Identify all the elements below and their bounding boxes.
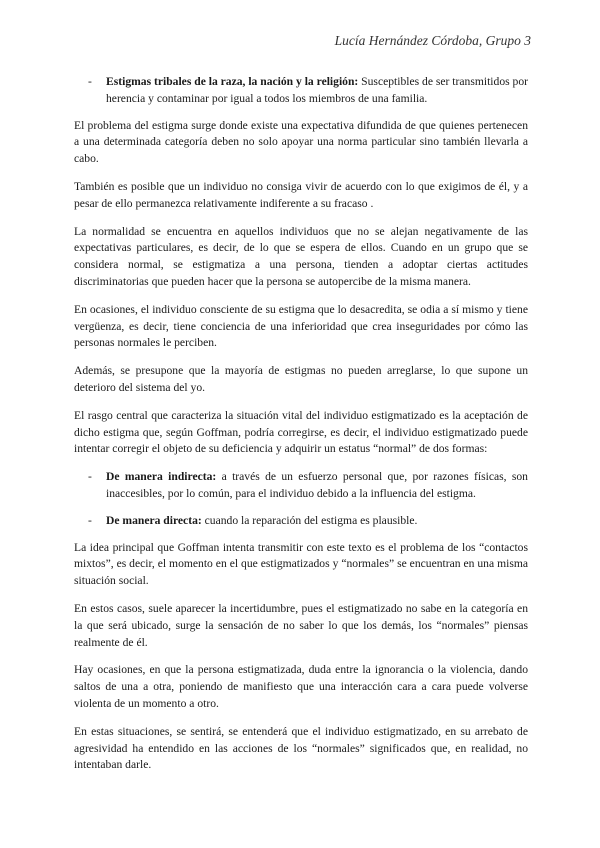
bullet-content (106, 74, 528, 108)
paragraph: En estas situaciones, se sentirá, se entenderá que el individuo estigmatizado, en su arrebato de agresividad ha entendido en las acciones de los “normales” significados que, en realidad, no intentaban darle. (74, 724, 528, 772)
bullet-text: Susceptibles de ser transmitidos por herencia y contaminar por igual a todos los miembros de una familia. (106, 75, 528, 105)
paragraph: En ocasiones, el individuo consciente de su estigma que lo desacredita, se odia a sí mismo y tiene vergüenza, es decir, tiene conciencia de una inferioridad que crea inseguridades por cómo las personas normales le perciben. (74, 302, 528, 350)
bullet-content (106, 513, 528, 530)
paragraph: La idea principal que Goffman intenta transmitir con este texto es el problema de los “contactos mixtos”, es decir, el momento en el que estigmatizados y “normales” se encuentran en una misma situación social. (74, 540, 528, 588)
bullet-dash: - (88, 470, 92, 484)
bullet-dash: - (88, 75, 92, 88)
bullet-term: De manera indirecta: (106, 470, 217, 484)
document-body (74, 74, 528, 785)
bullet-direct (74, 513, 528, 530)
paragraph: El problema del estigma surge donde existe una expectativa difundida de que quienes pertenecen a una determinada categoría deben no solo apoyar una norma particular sino también llevarla a cabo. (74, 118, 528, 166)
bullet-term: Estigmas tribales de la raza, la nación y la religión: (106, 75, 359, 88)
bullet-text: a través de un esfuerzo personal que, por razones físicas, son inaccesibles, por lo común, para el individuo debido a la influencia del estigma. (106, 470, 528, 500)
paragraph: El rasgo central que caracteriza la situación vital del individuo estigmatizado es la aceptación de dicho estigma que, según Goffman, podría corregirse, es decir, el individuo estigmatizado puede intentar corregir el objeto de su deficiencia y adquirir un estatus “normal” de dos formas: (74, 408, 528, 456)
bullet-text: cuando la reparación del estigma es plausible. (201, 513, 418, 527)
page-header: Lucía Hernández Córdoba, Grupo 3 (334, 33, 531, 48)
paragraph: Además, se presupone que la mayoría de estigmas no pueden arreglarse, lo que supone un deterioro del sistema del yo. (74, 364, 528, 394)
bullet-term: De manera directa: (106, 513, 202, 527)
bullet-indirect (74, 469, 528, 503)
bullet-tribal-stigmas (74, 74, 528, 108)
bullet-dash: - (88, 513, 92, 527)
paragraph: También es posible que un individuo no consiga vivir de acuerdo con lo que exigimos de él, y a pesar de ello permanezca relativamente indiferente a su fracaso . (74, 179, 528, 210)
paragraph: La normalidad se encuentra en aquellos individuos que no se alejan negativamente de las expectativas particulares, es decir, de lo que se espera de ellos. Cuando en un grupo que se considera normal, se estigmatiza a una persona, tienden a adoptar ciertas actitudes discriminatorias que pueden hacer que la persona se autopercibe de la misma manera. (74, 224, 528, 288)
paragraph: Hay ocasiones, en que la persona estigmatizada, duda entre la ignorancia o la violencia, dando saltos de una a otra, poniendo de manifiesto que una interacción cara a cara puede volverse violenta de un momento a otro. (74, 663, 528, 710)
paragraph: En estos casos, suele aparecer la incertidumbre, pues el estigmatizado no sabe en la categoría en la que será ubicado, surge la sensación de no saber lo que los demás, los “normales” piensas realmente de él. (74, 601, 528, 649)
bullet-content (106, 469, 528, 503)
